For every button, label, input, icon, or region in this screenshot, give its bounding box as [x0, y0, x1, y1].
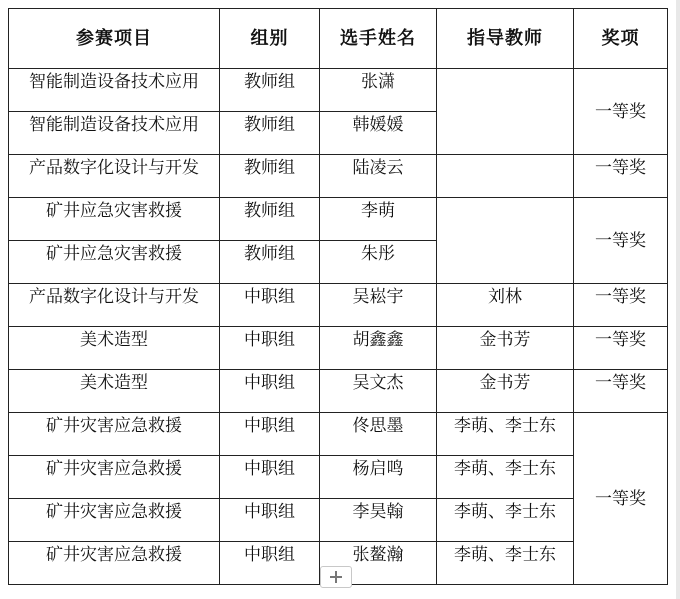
player-cell[interactable]: 吴文杰 [320, 370, 437, 413]
project-cell[interactable]: 美术造型 [9, 370, 220, 413]
table-row [9, 327, 668, 370]
teacher-cell[interactable]: 李萌、李士东 [437, 413, 574, 456]
add-row-button[interactable] [320, 566, 352, 588]
project-cell[interactable]: 产品数字化设计与开发 [9, 284, 220, 327]
table-row [9, 413, 668, 456]
player-cell[interactable]: 胡鑫鑫 [320, 327, 437, 370]
award-cell[interactable]: 一等奖 [574, 69, 668, 155]
group-cell[interactable]: 中职组 [220, 499, 320, 542]
award-cell[interactable]: 一等奖 [574, 198, 668, 284]
header-teacher: 指导教师 [437, 9, 574, 69]
header-row [9, 9, 668, 69]
teacher-cell[interactable]: 金书芳 [437, 370, 574, 413]
group-cell[interactable]: 中职组 [220, 542, 320, 585]
player-cell[interactable]: 张潇 [320, 69, 437, 112]
teacher-cell[interactable]: 李萌、李士东 [437, 542, 574, 585]
teacher-cell[interactable]: 李萌、李士东 [437, 456, 574, 499]
table-row [9, 499, 668, 542]
player-cell[interactable]: 佟思墨 [320, 413, 437, 456]
project-cell[interactable]: 美术造型 [9, 327, 220, 370]
award-cell[interactable]: 一等奖 [574, 155, 668, 198]
group-cell[interactable]: 教师组 [220, 155, 320, 198]
player-cell[interactable]: 陆凌云 [320, 155, 437, 198]
player-cell[interactable]: 吴崧宇 [320, 284, 437, 327]
player-cell[interactable]: 李昊翰 [320, 499, 437, 542]
table-row [9, 198, 668, 241]
table-row [9, 456, 668, 499]
project-cell[interactable]: 矿井灾害应急救援 [9, 413, 220, 456]
teacher-cell[interactable] [437, 198, 574, 284]
teacher-cell[interactable]: 金书芳 [437, 327, 574, 370]
project-cell[interactable]: 矿井应急灾害救援 [9, 198, 220, 241]
award-cell[interactable]: 一等奖 [574, 327, 668, 370]
player-cell[interactable]: 李萌 [320, 198, 437, 241]
group-cell[interactable]: 中职组 [220, 370, 320, 413]
player-cell[interactable]: 张鳌瀚 [320, 542, 437, 585]
group-cell[interactable]: 中职组 [220, 413, 320, 456]
award-cell[interactable]: 一等奖 [574, 284, 668, 327]
table-row [9, 284, 668, 327]
group-cell[interactable]: 教师组 [220, 112, 320, 155]
project-cell[interactable]: 矿井应急灾害救援 [9, 241, 220, 284]
player-cell[interactable]: 朱彤 [320, 241, 437, 284]
teacher-cell[interactable] [437, 155, 574, 198]
player-cell[interactable]: 杨启鸣 [320, 456, 437, 499]
group-cell[interactable]: 教师组 [220, 198, 320, 241]
award-cell[interactable]: 一等奖 [574, 370, 668, 413]
group-cell[interactable]: 中职组 [220, 456, 320, 499]
teacher-cell[interactable] [437, 69, 574, 155]
player-cell[interactable]: 韩媛媛 [320, 112, 437, 155]
project-cell[interactable]: 智能制造设备技术应用 [9, 112, 220, 155]
award-cell[interactable]: 一等奖 [574, 413, 668, 585]
awards-table [8, 8, 668, 585]
header-group: 组别 [220, 9, 320, 69]
header-player: 选手姓名 [320, 9, 437, 69]
table-row [9, 69, 668, 112]
group-cell[interactable]: 教师组 [220, 69, 320, 112]
plus-icon [330, 571, 342, 583]
scrollbar-edge[interactable] [676, 0, 680, 599]
teacher-cell[interactable]: 李萌、李士东 [437, 499, 574, 542]
project-cell[interactable]: 矿井灾害应急救援 [9, 499, 220, 542]
project-cell[interactable]: 产品数字化设计与开发 [9, 155, 220, 198]
teacher-cell[interactable]: 刘林 [437, 284, 574, 327]
header-project: 参赛项目 [9, 9, 220, 69]
project-cell[interactable]: 矿井灾害应急救援 [9, 456, 220, 499]
group-cell[interactable]: 中职组 [220, 284, 320, 327]
group-cell[interactable]: 教师组 [220, 241, 320, 284]
header-award: 奖项 [574, 9, 668, 69]
group-cell[interactable]: 中职组 [220, 327, 320, 370]
project-cell[interactable]: 智能制造设备技术应用 [9, 69, 220, 112]
table-row [9, 370, 668, 413]
table-row [9, 155, 668, 198]
project-cell[interactable]: 矿井灾害应急救援 [9, 542, 220, 585]
